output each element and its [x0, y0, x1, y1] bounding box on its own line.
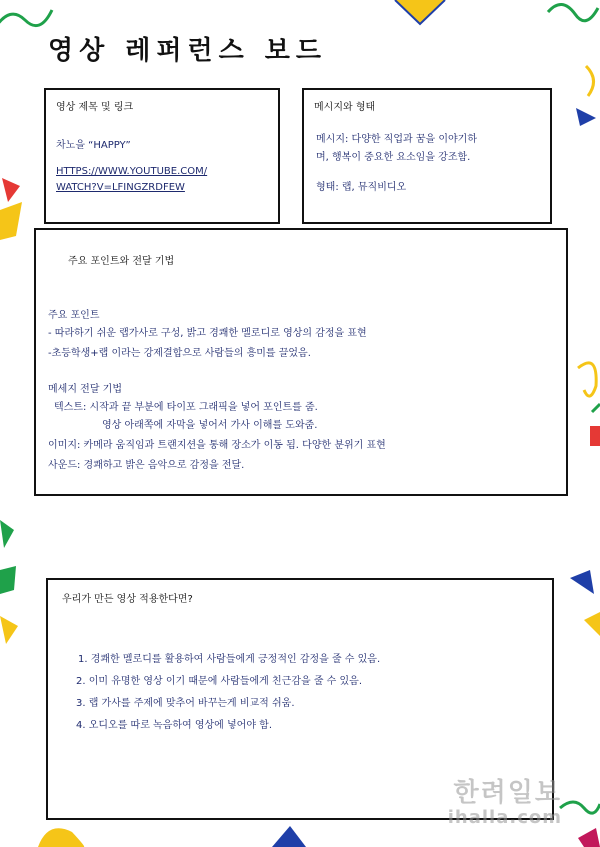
- page-title: 영상 레퍼런스 보드: [48, 36, 328, 66]
- key-points-box: [34, 228, 568, 496]
- techniques-heading: 메세지 전달 기법: [48, 384, 122, 395]
- video-info-box: [44, 88, 280, 224]
- points-heading: 주요 포인트: [48, 310, 100, 321]
- point-item-1: - 따라하기 쉬운 랩가사로 구성, 밝고 경쾌한 멜로디로 영상의 감정을 표현: [48, 328, 367, 339]
- video-link-line1[interactable]: HTTPS://WWW.YOUTUBE.COM/: [56, 166, 208, 177]
- technique-text-cont: 영상 아래쪽에 자막을 넣어서 가사 이해를 도와줌.: [102, 420, 318, 431]
- technique-sound: 사운드: 경쾌하고 밝은 음악으로 감정을 전달.: [48, 460, 245, 471]
- message-form-box: [302, 88, 552, 224]
- technique-text: 텍스트: 시작과 끝 부분에 타이포 그래픽을 넣어 포인트를 줌.: [54, 402, 318, 413]
- video-info-label: 영상 제목 및 링크: [56, 102, 134, 113]
- point-item-2: -초등학생+랩 이라는 강제결합으로 사람들의 흥미를 끌었음.: [48, 348, 311, 359]
- application-item-4: 4. 오디오를 따로 녹음하여 영상에 넣어야 함.: [76, 720, 273, 731]
- message-line-2: 며, 행복이 중요한 요소임을 강조함.: [316, 152, 471, 163]
- message-form-label: 메시지와 형태: [314, 102, 376, 113]
- application-label: 우리가 만든 영상 적용한다면?: [62, 594, 193, 605]
- watermark-sub: ihalla.com: [447, 807, 562, 828]
- form-text: 형태: 랩, 뮤직비디오: [316, 182, 407, 193]
- watermark: [448, 772, 562, 828]
- technique-image: 이미지: 카메라 움직임과 트랜지션을 통해 장소가 이동 됨. 다양한 분위기 표현: [48, 440, 386, 451]
- application-item-1: 1. 경쾌한 멜로디를 활용하여 사람들에게 긍정적인 감정을 줄 수 있음.: [78, 654, 381, 665]
- key-points-label: 주요 포인트와 전달 기법: [68, 256, 175, 267]
- application-item-3: 3. 랩 가사를 주제에 맞추어 바꾸는게 비교적 쉬움.: [76, 698, 295, 709]
- application-item-2: 2. 이미 유명한 영상 이기 때문에 사람들에게 친근감을 줄 수 있음.: [76, 676, 363, 687]
- message-line-1: 메시지: 다양한 직업과 꿈을 이야기하: [316, 134, 477, 145]
- video-title: 차노을 “HAPPY”: [56, 140, 131, 151]
- video-link-line2[interactable]: WATCH?V=LFINGZRDFEW: [56, 182, 185, 193]
- watermark-main: 한려일보: [453, 778, 562, 808]
